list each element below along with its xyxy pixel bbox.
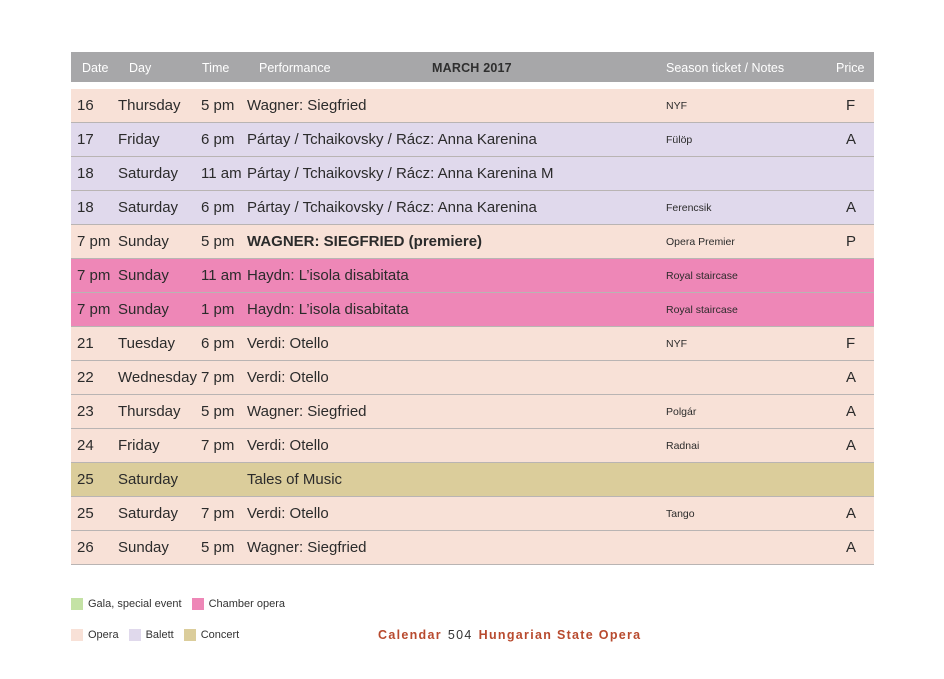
row-day: Sunday — [118, 267, 169, 284]
row-note: Opera Premier — [666, 236, 735, 248]
row-day: Thursday — [118, 403, 181, 420]
legend-label: Gala, special event — [88, 598, 182, 610]
footer — [378, 628, 641, 642]
schedule-rows — [71, 89, 874, 565]
row-day: Sunday — [118, 539, 169, 556]
row-price: A — [846, 505, 857, 522]
legend-swatch-gala — [71, 598, 83, 610]
legend-label: Opera — [88, 629, 119, 641]
row-time: 6 pm — [201, 199, 235, 216]
row-note: NYF — [666, 338, 687, 350]
row-date: 26 — [77, 539, 94, 556]
row-price: A — [846, 437, 857, 454]
legend-item-chamber — [192, 598, 285, 610]
row-price: A — [846, 539, 857, 556]
row-day: Saturday — [118, 505, 179, 522]
row-time: 11 am — [201, 165, 242, 182]
row-date: 16 — [77, 97, 94, 114]
row-price: A — [846, 199, 857, 216]
row-price: A — [846, 131, 857, 148]
row-time: 5 pm — [201, 233, 235, 250]
row-day: Sunday — [118, 301, 169, 318]
legend-label: Chamber opera — [208, 598, 285, 610]
footer-calendar: Calendar — [378, 628, 442, 642]
row-date: 18 — [77, 199, 94, 216]
row-day: Wednesday — [118, 369, 197, 386]
header-date: Date — [82, 61, 109, 75]
row-price: P — [846, 233, 857, 250]
schedule-row — [71, 259, 874, 293]
row-note: Ferencsik — [666, 202, 712, 214]
row-performance: Tales of Music — [247, 471, 343, 488]
row-time: 5 pm — [201, 403, 235, 420]
legend-swatch-chamber — [192, 598, 204, 610]
legend-swatch-concert — [184, 629, 196, 641]
row-performance: WAGNER: SIEGFRIED (premiere) — [247, 233, 483, 250]
row-day: Saturday — [118, 199, 179, 216]
row-time: 7 pm — [201, 437, 235, 454]
schedule-table — [71, 52, 874, 565]
header-performance: Performance — [259, 61, 331, 75]
row-day: Saturday — [118, 471, 179, 488]
legend-line-2 — [71, 629, 249, 644]
row-performance: Haydn: L’isola disabitata — [247, 267, 409, 284]
row-time: 6 pm — [201, 131, 235, 148]
header-day: Day — [129, 61, 152, 75]
row-note: Royal staircase — [666, 270, 738, 282]
row-note: Radnai — [666, 440, 700, 452]
row-day: Tuesday — [118, 335, 175, 352]
schedule-row — [71, 429, 874, 463]
schedule-row — [71, 191, 874, 225]
legend-item-opera — [71, 629, 119, 641]
schedule-row — [71, 225, 874, 259]
row-date: 7 pm — [77, 267, 111, 284]
row-date: 7 pm — [77, 233, 111, 250]
row-performance: Pártay / Tchaikovsky / Rácz: Anna Karenina — [247, 199, 537, 216]
header-price: Price — [836, 61, 865, 75]
legend-line-1 — [71, 598, 295, 613]
row-time: 5 pm — [201, 97, 235, 114]
row-performance: Pártay / Tchaikovsky / Rácz: Anna Karenina — [247, 131, 537, 148]
footer-page-number: 504 — [447, 628, 473, 642]
header-time: Time — [202, 61, 230, 75]
row-day: Sunday — [118, 233, 169, 250]
row-performance: Wagner: Siegfried — [247, 403, 367, 420]
row-price: A — [846, 369, 857, 386]
legend-item-balett — [129, 629, 174, 641]
legend-swatch-opera — [71, 629, 83, 641]
row-date: 18 — [77, 165, 94, 182]
footer-publisher: Hungarian State Opera — [478, 628, 642, 642]
row-time: 5 pm — [201, 539, 235, 556]
schedule-row — [71, 89, 874, 123]
row-date: 7 pm — [77, 301, 111, 318]
row-date: 22 — [77, 369, 94, 386]
row-note: Tango — [666, 508, 695, 520]
row-date: 25 — [77, 505, 94, 522]
legend-swatch-balett — [129, 629, 141, 641]
schedule-row — [71, 463, 874, 497]
row-performance: Wagner: Siegfried — [247, 97, 367, 114]
legend-label: Balett — [145, 629, 174, 641]
header-notes: Season ticket / Notes — [666, 61, 785, 75]
row-performance: Verdi: Otello — [247, 369, 329, 386]
schedule-row — [71, 157, 874, 191]
row-performance: Haydn: L’isola disabitata — [247, 301, 409, 318]
row-date: 25 — [77, 471, 94, 488]
row-note: Polgár — [666, 406, 697, 418]
row-note: Royal staircase — [666, 304, 738, 316]
legend-item-concert — [184, 629, 240, 641]
row-time: 11 am — [201, 267, 242, 284]
row-date: 17 — [77, 131, 94, 148]
row-performance: Pártay / Tchaikovsky / Rácz: Anna Karenina M — [247, 165, 554, 182]
row-date: 24 — [77, 437, 94, 454]
row-performance: Wagner: Siegfried — [247, 539, 367, 556]
row-date: 21 — [77, 335, 94, 352]
schedule-row — [71, 497, 874, 531]
legend-label: Concert — [200, 629, 240, 641]
row-day: Thursday — [118, 97, 181, 114]
row-performance: Verdi: Otello — [247, 505, 329, 522]
row-time: 7 pm — [201, 505, 235, 522]
row-note: Fülöp — [666, 134, 693, 146]
table-header — [71, 52, 874, 82]
schedule-row — [71, 327, 874, 361]
schedule-row — [71, 123, 874, 157]
header-month: MARCH 2017 — [432, 61, 512, 75]
row-time: 7 pm — [201, 369, 235, 386]
row-price: A — [846, 403, 857, 420]
schedule-row — [71, 293, 874, 327]
row-day: Friday — [118, 131, 160, 148]
row-day: Saturday — [118, 165, 179, 182]
row-time: 6 pm — [201, 335, 235, 352]
schedule-row — [71, 361, 874, 395]
row-performance: Verdi: Otello — [247, 335, 329, 352]
schedule-row — [71, 531, 874, 565]
row-note: NYF — [666, 100, 687, 112]
row-day: Friday — [118, 437, 160, 454]
row-performance: Verdi: Otello — [247, 437, 329, 454]
row-price: F — [846, 335, 856, 352]
legend-item-gala — [71, 598, 182, 610]
row-date: 23 — [77, 403, 94, 420]
row-price: F — [846, 97, 856, 114]
row-time: 1 pm — [201, 301, 235, 318]
schedule-row — [71, 395, 874, 429]
